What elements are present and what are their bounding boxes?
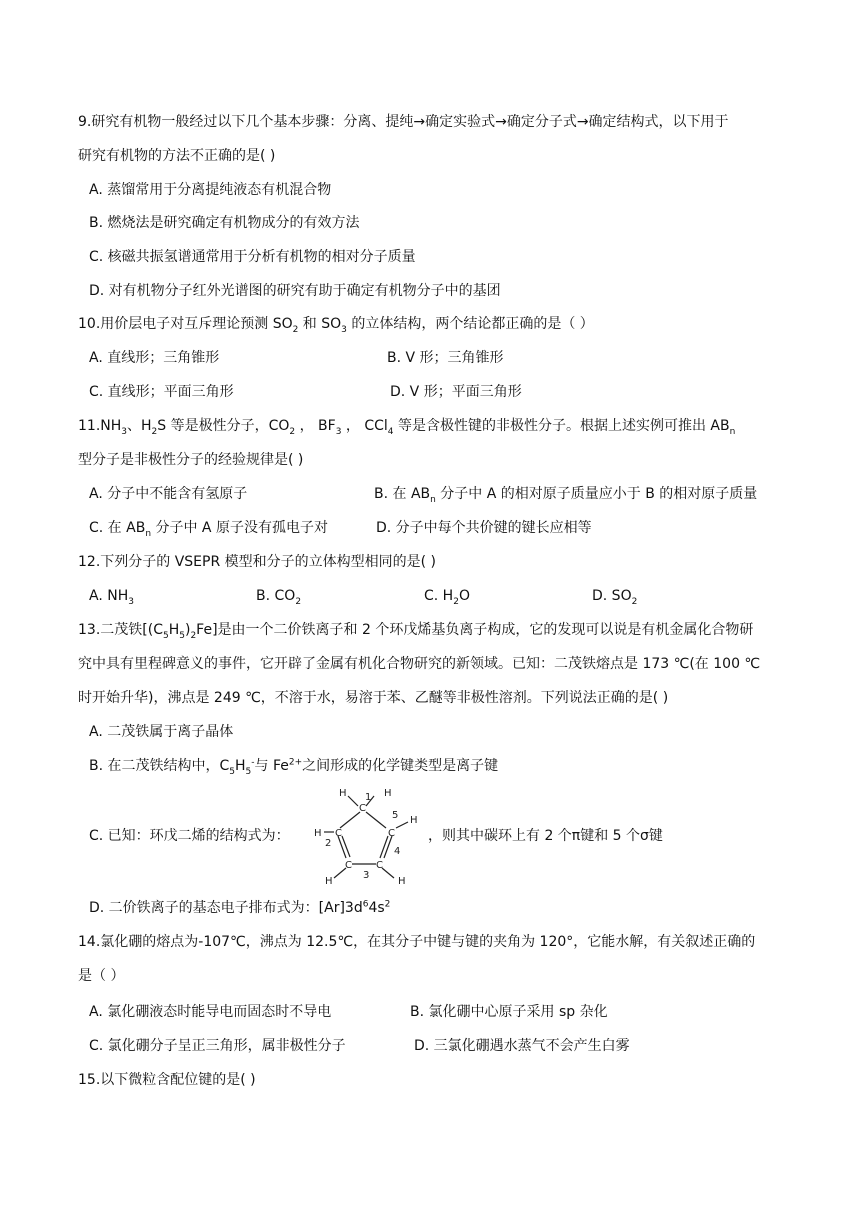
q14-stem-line1: 14.氯化硼的熔点为-107℃，沸点为 12.5℃，在其分子中键与键的夹角为 120°，它能水解，有关叙述正确的 (78, 934, 756, 950)
q10-sub-2: 2 (292, 324, 299, 335)
q12-c-sub-2: 2 (453, 596, 459, 607)
q12-a-sub-3: 3 (128, 596, 134, 607)
label-2: 2 (325, 838, 332, 849)
q11-c-sub-n: n (145, 528, 152, 539)
label-4: 4 (394, 846, 401, 857)
q13-b-sup-minus: - (251, 757, 255, 768)
q12-option-b (256, 586, 301, 606)
q11-option-b (374, 484, 757, 504)
q10-option-d: D. V 形；平面三角形 (390, 384, 522, 400)
q13-stem-line3: 时开始升华)，沸点是 249 ℃，不溶于水，易溶于苯、乙醚等非极性溶剂。下列说法正确的是( ) (78, 690, 669, 706)
q15-stem: 15.以下微粒含配位键的是( ) (78, 1072, 256, 1088)
q12-b-sub-2: 2 (295, 596, 302, 607)
q12-option-d (592, 586, 637, 606)
q13-option-c-label: C. 已知：环戊二烯的结构式为： (89, 828, 290, 844)
q13-b-sub-5b: 5 (245, 766, 252, 777)
q13-stem-line2: 究中具有里程碑意义的事件，它开辟了金属有机化合物研究的新领域。已知：二茂铁熔点是 173 ℃(在 100 ℃ (78, 656, 761, 672)
q13-stem-b: H (168, 622, 180, 638)
q12-d-sub-2: 2 (631, 596, 638, 607)
q13-stem-d: Fe]是由一个二价铁离子和 2 个环戊烯基负离子构成，它的发现可以说是有机金属化合物研 (196, 622, 754, 638)
q13-b-d: 之间形成的化学键类型是离子键 (302, 758, 499, 774)
atom-h-4: H (314, 828, 322, 839)
atom-c-4: C (376, 860, 383, 871)
q14-option-d: D. 三氯化硼遇水蒸气不会产生白雾 (414, 1038, 630, 1054)
q11-c-a: C. 在 AB (89, 520, 146, 536)
q11-stem-e: ， CCl (341, 418, 388, 434)
q12-b-text: B. CO (256, 588, 296, 604)
q12-stem: 12.下列分子的 VSEPR 模型和分子的立体构型相同的是( ) (78, 554, 437, 570)
q11-sub-3a: 3 (121, 426, 127, 437)
q11-sub-2b: 2 (289, 426, 296, 437)
cyclopentadiene-structure (310, 788, 420, 888)
q11-stem-line1 (78, 416, 735, 436)
q11-b-b: 分子中 A 的相对原子质量应小于 B 的相对原子质量 (435, 486, 758, 502)
q13-sub-5b: 5 (179, 630, 185, 641)
q11-stem-c: S 等是极性分子，CO (157, 418, 290, 434)
q11-stem-a: 11.NH (78, 418, 122, 434)
q11-stem-line2: 型分子是非极性分子的经验规律是( ) (78, 452, 304, 468)
q13-d-sup-2: 2 (384, 899, 391, 910)
q13-sub-2: 2 (190, 630, 197, 641)
label-5: 5 (392, 810, 399, 821)
q13-d-b: 4s (368, 900, 385, 916)
q13-stem-line1 (78, 620, 753, 640)
q13-option-c-tail: ，则其中碳环上有 2 个π键和 5 个σ键 (428, 828, 663, 844)
q9-stem-line2: 研究有机物的方法不正确的是( ) (78, 148, 276, 164)
q13-b-sup-2plus: 2+ (288, 757, 303, 768)
q11-stem-d: ， BF (295, 418, 336, 434)
atom-h-2: H (384, 788, 392, 799)
q13-stem-a: 13.二茂铁[(C (78, 622, 163, 638)
atom-h-5: H (325, 876, 333, 887)
q13-stem-c: ) (184, 622, 191, 638)
q13-option-b (89, 756, 498, 776)
q11-sub-n: n (729, 426, 736, 437)
q10-sub-3: 3 (341, 324, 347, 335)
atom-h-6: H (398, 876, 406, 887)
q13-option-a: A. 二茂铁属于离子晶体 (89, 724, 234, 740)
q9-option-a: A. 蒸馏常用于分离提纯液态有机混合物 (89, 182, 332, 198)
q10-option-c: C. 直线形；平面三角形 (89, 384, 234, 400)
q13-b-c: 与 Fe (254, 758, 289, 774)
atom-c-3: C (345, 860, 352, 871)
q14-option-a: A. 氯化硼液态时能导电而固态时不导电 (89, 1004, 332, 1020)
q11-sub-3b: 3 (335, 426, 342, 437)
q9-option-c: C. 核磁共振氢谱通常用于分析有机物的相对分子质量 (89, 249, 416, 265)
label-3: 3 (363, 870, 370, 881)
q12-option-c (424, 586, 470, 606)
label-1: 1 (365, 792, 372, 803)
q12-d-text: D. SO (592, 588, 632, 604)
q13-sub-5a: 5 (162, 630, 169, 641)
q11-sub-4: 4 (387, 426, 394, 437)
q12-c-a: C. H (424, 588, 454, 604)
q11-sub-2a: 2 (151, 426, 158, 437)
q13-option-d (89, 898, 390, 918)
q13-d-a: D. 二价铁离子的基态电子排布式为：[Ar]3d (89, 900, 363, 916)
q11-b-a: B. 在 AB (374, 486, 431, 502)
q12-c-b: O (458, 588, 470, 604)
q11-b-sub-n: n (430, 494, 436, 505)
q9-stem-line1: 9.研究有机物一般经过以下几个基本步骤：分离、提纯→确定实验式→确定分子式→确定结构式，以下用于 (78, 114, 729, 130)
q10-stem (78, 314, 594, 334)
q12-option-a (89, 586, 134, 606)
q10-option-a: A. 直线形；三角锥形 (89, 350, 220, 366)
atom-c-1: C (359, 803, 366, 814)
q11-c-b: 分子中 A 原子没有孤电子对 (151, 520, 328, 536)
q13-d-sup-6: 6 (362, 899, 369, 910)
q11-stem-f: 等是含极性键的非极性分子。根据上述实例可推出 AB (393, 418, 730, 434)
q11-option-a: A. 分子中不能含有氢原子 (89, 486, 248, 502)
q11-option-d: D. 分子中每个共价键的键长应相等 (376, 520, 592, 536)
q10-option-b: B. V 形；三角锥形 (387, 350, 504, 366)
q13-b-b: H (235, 758, 246, 774)
atom-h-1: H (339, 788, 347, 799)
q14-stem-line2: 是（ ） (78, 968, 125, 984)
q11-option-c (89, 518, 328, 538)
q14-option-b: B. 氯化硼中心原子采用 sp 杂化 (410, 1004, 608, 1020)
atom-c-5: C (388, 828, 395, 839)
q13-b-sub-5a: 5 (229, 766, 236, 777)
q11-stem-b: 、H (127, 418, 152, 434)
q9-option-b: B. 燃烧法是研究确定有机物成分的有效方法 (89, 215, 360, 231)
q10-stem-a: 10.用价层电子对互斥理论预测 SO (78, 316, 293, 332)
q12-a-text: A. NH (89, 588, 129, 604)
q13-b-a: B. 在二茂铁结构中，C (89, 758, 230, 774)
atom-c-2: C (335, 828, 342, 839)
q10-stem-b: 和 SO (298, 316, 342, 332)
q9-option-d: D. 对有机物分子红外光谱图的研究有助于确定有机物分子中的基团 (89, 283, 501, 299)
q10-stem-c: 的立体结构，两个结论都正确的是（ ） (346, 316, 594, 332)
q14-option-c: C. 氯化硼分子呈正三角形，属非极性分子 (89, 1038, 346, 1054)
atom-h-3: H (410, 815, 418, 826)
